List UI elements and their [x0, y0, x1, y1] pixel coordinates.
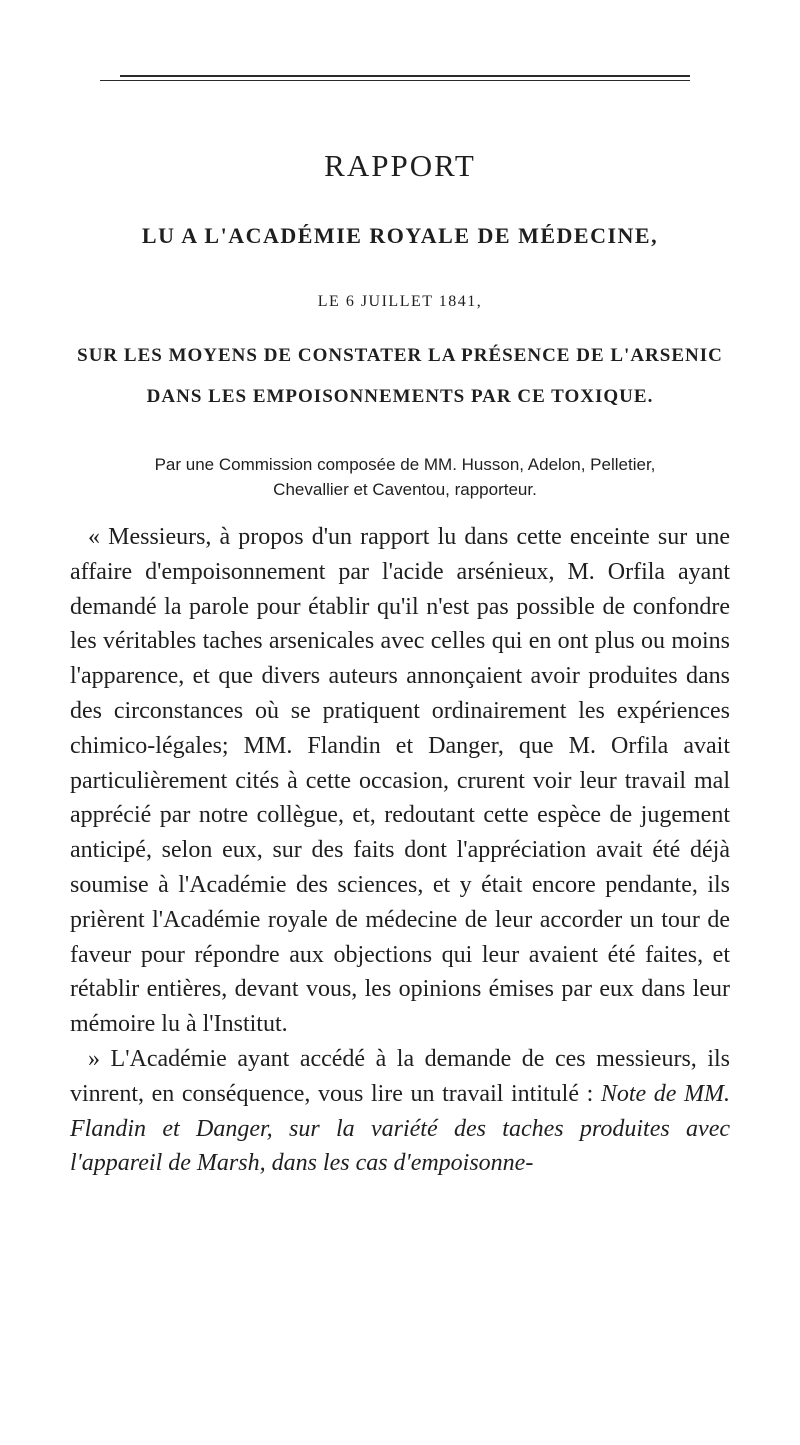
- top-rule: [120, 75, 690, 77]
- body-paragraph-2: [70, 1042, 730, 1181]
- report-subtitle: LU A L'ACADÉMIE ROYALE DE MÉDECINE,: [141, 223, 659, 248]
- commission-line-2: Chevallier et Caventou, rapporteur.: [273, 480, 537, 499]
- commission-note: [120, 452, 690, 502]
- commission-line-1: Par une Commission composée de MM. Husson, Adelon, Pelletier,: [154, 455, 656, 474]
- report-topic-line-1: SUR LES MOYENS DE CONSTATER LA PRÉSENCE DE L'ARSENIC: [77, 345, 723, 366]
- top-rule-thin: [100, 80, 690, 81]
- note-title-italic: Note de MM. Flandin et Danger, sur la variété des taches produites avec l'appareil de Marsh, dans les cas d'empoisonne-: [70, 1080, 731, 1177]
- report-topic-line-2: DANS LES EMPOISONNEMENTS PAR CE TOXIQUE.: [146, 386, 654, 407]
- report-date: LE 6 JUILLET 1841,: [317, 293, 483, 310]
- report-title: RAPPORT: [324, 148, 476, 183]
- report-body: [70, 520, 730, 1181]
- body-paragraph-1: « Messieurs, à propos d'un rapport lu dans cette enceinte sur une affaire d'empoisonnement par l'acide arsénieux, M. Orfila ayant demandé la parole pour établir qu'il n'est pas possible de confondre les véritables taches arsenicales avec celles qui en ont plus ou moins l'apparence, et que divers auteurs annonçaient avoir produites dans des circonstances où se pratiquent ordinairement les expériences chimico-légales; MM. Flandin et Danger, que M. Orfila avait particulièrement cités à cette occasion, crurent voir leur travail mal apprécié par notre collègue, et, redoutant cette espèce de jugement anticipé, selon eux, sur des faits dont l'appréciation avait été déjà soumise à l'Académie des sciences, et y était encore pendante, ils prièrent l'Académie royale de médecine de leur accorder un tour de faveur pour répondre aux objections qui leur avaient été faites, et rétablir entières, devant vous, les opinions émises par eux dans leur mémoire lu à l'Institut.: [70, 524, 730, 1038]
- body-paragraph-2-text: » L'Académie ayant accédé à la demande de ces messieurs, ils vinrent, en conséquence, vous lire un travail intitulé :: [70, 1045, 730, 1107]
